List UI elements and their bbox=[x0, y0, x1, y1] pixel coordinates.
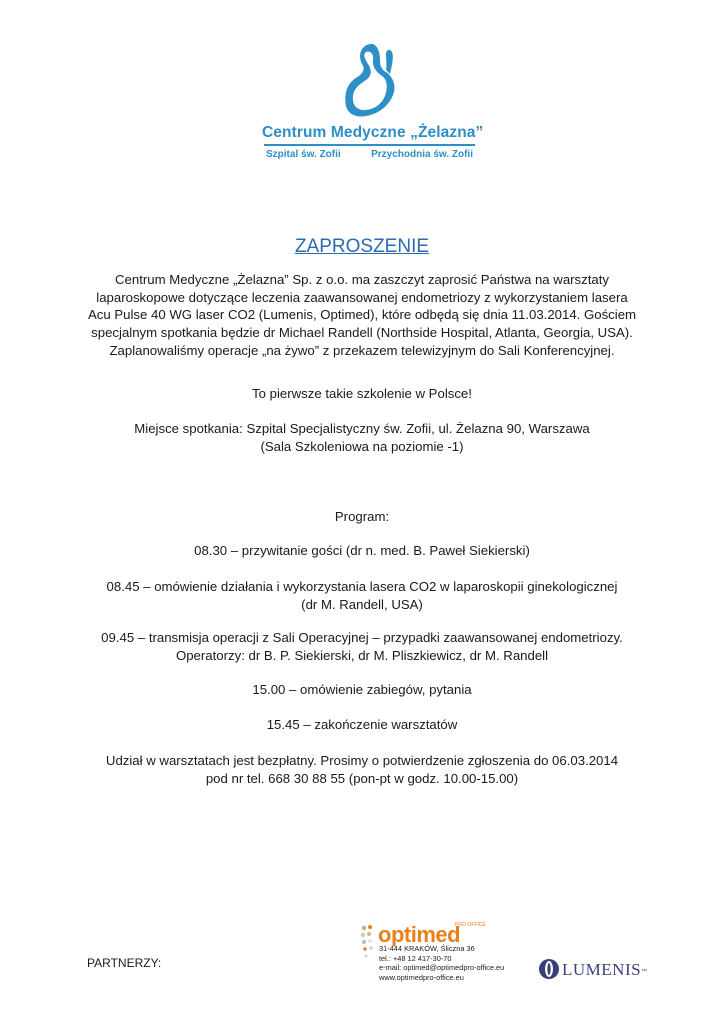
program-line: Operatorzy: dr B. P. Siekierski, dr M. Pliszkiewicz, dr M. Randell bbox=[175, 647, 549, 663]
figure-logo-icon bbox=[340, 40, 400, 120]
lumenis-trademark: ™ bbox=[641, 969, 647, 975]
lumenis-wordmark: LUMENIS bbox=[562, 960, 642, 979]
org-divider bbox=[264, 144, 475, 146]
closing-line: pod nr tel. 668 30 88 55 (pon-pt w godz. 10.00-15.00) bbox=[205, 770, 519, 786]
program-colon: : bbox=[385, 509, 390, 524]
dots-icon bbox=[360, 924, 378, 964]
venue-line bbox=[80, 420, 644, 438]
program-item: 08.30 – przywitanie gości (dr n. med. B. Paweł Siekierski) bbox=[194, 543, 530, 558]
highlight-text: To pierwsze takie szkolenie w Polsce! bbox=[252, 386, 472, 401]
org-name: Centrum Medyczne „Żelazna” bbox=[262, 124, 484, 141]
venue-block bbox=[80, 420, 644, 455]
optimed-logo bbox=[360, 922, 520, 992]
org-sub-left: Szpital św. Zofii bbox=[266, 149, 341, 160]
program-heading bbox=[80, 508, 644, 526]
org-subtitle bbox=[262, 149, 477, 160]
org-sub-right: Przychodnia św. Zofii bbox=[371, 149, 473, 160]
closing-paragraph bbox=[80, 752, 644, 787]
program-line: 08.45 – omówienie działania i wykorzystania lasera CO2 w laparoskopii ginekologicznej bbox=[106, 579, 618, 594]
optimed-contact bbox=[379, 944, 504, 982]
closing-line: Udział w warsztatach jest bezpłatny. Prosimy o potwierdzenie zgłoszenia do 06.03.2014 bbox=[105, 753, 619, 768]
program-line: 09.45 – transmisja operacji z Sali Operacyjnej – przypadki zaawansowanej endometriozy. bbox=[101, 630, 623, 645]
intro-line: Acu Pulse 40 WG laser CO2 (Lumenis, Optimed), które odbędą się dnia 11.03.2014. Gościem bbox=[87, 307, 637, 323]
partners-label: PARTNERZY: bbox=[87, 956, 162, 970]
optimed-website: www.optimedpro-office.eu bbox=[379, 972, 464, 982]
program-label: Program bbox=[334, 509, 386, 524]
venue-label: Miejsce spotkania bbox=[134, 421, 240, 436]
intro-line: specjalnym spotkania będzie dr Michael Randell (Northside Hospital, Atlanta, Georgia, USA). bbox=[91, 325, 633, 341]
program-item bbox=[80, 629, 644, 664]
venue-room: (Sala Szkoleniowa na poziomie -1) bbox=[260, 438, 464, 454]
lumenis-logo bbox=[538, 957, 648, 979]
optimed-phone: tel.: +48 12 417-30-70 bbox=[379, 953, 452, 963]
program-line: (dr M. Randell, USA) bbox=[301, 596, 423, 612]
page-title: ZAPROSZENIE bbox=[294, 236, 430, 257]
venue-value: : Szpital Specjalistyczny św. Zofii, ul. Żelazna 90, Warszawa bbox=[239, 421, 590, 436]
program-item bbox=[80, 578, 644, 613]
intro-line: Centrum Medyczne „Żelazna” Sp. z o.o. ma zaszczyt zaprosić Państwa na warsztaty bbox=[115, 272, 609, 287]
intro-line: laparoskopowe dotyczące leczenia zaawansowanej endometriozy z wykorzystaniem lasera bbox=[96, 289, 628, 305]
optimed-address: 31-444 KRAKÓW, Śliczna 36 bbox=[379, 944, 475, 953]
optimed-email: e-mail: optimed@optimedpro-office.eu bbox=[379, 963, 505, 973]
program-item: 15.45 – zakończenie warsztatów bbox=[266, 717, 458, 732]
program-item: 15.00 – omówienie zabiegów, pytania bbox=[252, 682, 472, 697]
optimed-wordmark: optimed bbox=[378, 922, 461, 947]
intro-line: Zaplanowaliśmy operacje „na żywo” z przekazem telewizyjnym do Sali Konferencyjnej. bbox=[109, 342, 615, 358]
lumenis-mark-icon bbox=[538, 958, 560, 980]
hospital-logo bbox=[262, 40, 484, 160]
optimed-tag: PRO-OFFICE bbox=[455, 922, 486, 928]
intro-paragraph bbox=[80, 271, 644, 360]
